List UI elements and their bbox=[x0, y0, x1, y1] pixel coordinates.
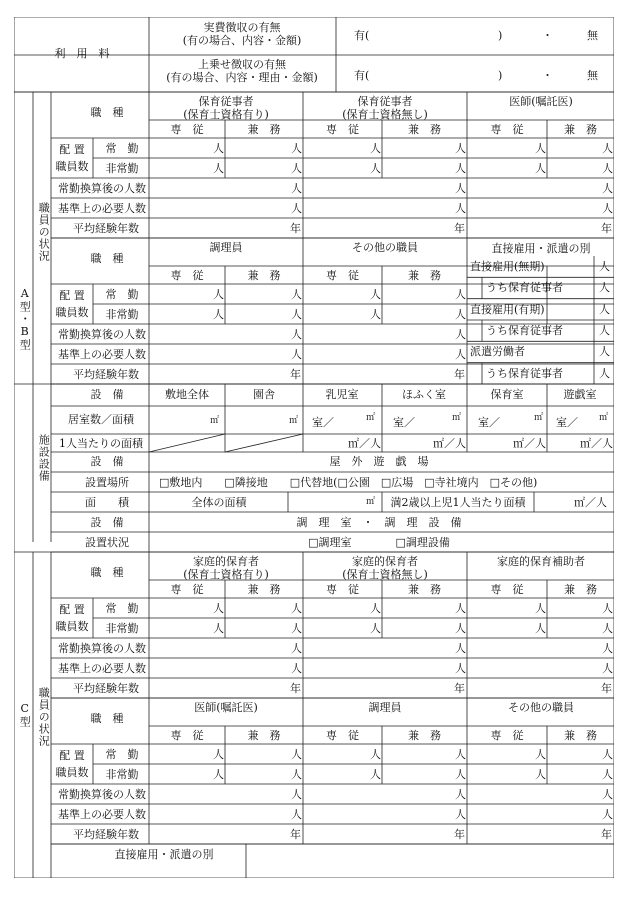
facility-equip-label-3: 設 備 bbox=[90, 516, 124, 529]
ab1-full-time-0: 専 従 bbox=[170, 123, 204, 136]
surcharge-label: 上乗せ徴収の有無 (有の場合、内容・理由・金額) bbox=[166, 58, 318, 85]
c2-job-2: その他の職員 bbox=[508, 701, 574, 714]
c2-part-duty-1: 兼 務 bbox=[408, 729, 441, 742]
pp-unit-1: ㎡／人 bbox=[433, 437, 466, 450]
c1-unit-0-2: 人 bbox=[370, 602, 381, 615]
site-m2: ㎡ bbox=[210, 416, 220, 426]
fee-close-0: ) bbox=[498, 29, 503, 42]
ab1-tot-unit-1-1: 人 bbox=[455, 202, 466, 215]
c2-year-unit-0: 年 bbox=[290, 828, 301, 841]
c1-full-time-1: 専 従 bbox=[326, 583, 359, 596]
ab1-unit-1-3: 人 bbox=[455, 162, 466, 175]
employ-row-0: 直接雇用(無期) bbox=[470, 260, 545, 273]
c2-tot-unit-0-0: 人 bbox=[291, 788, 302, 801]
employ-row-2: 直接雇用(有期) bbox=[470, 302, 545, 316]
c2-part-duty-0: 兼 務 bbox=[247, 729, 281, 742]
c1-nonregular-label: 非常勤 bbox=[105, 622, 139, 635]
employ-unit-5: 人 bbox=[599, 366, 610, 380]
room-5: 遊戯室 bbox=[563, 388, 597, 401]
c2-year-unit-2: 年 bbox=[601, 828, 612, 841]
ab1-part-duty-1: 兼 務 bbox=[408, 123, 441, 136]
grid-line bbox=[225, 434, 303, 452]
fee-dot-0: ・ bbox=[542, 29, 553, 42]
ab2-tot-unit-0-0: 人 bbox=[291, 328, 302, 341]
ab1-regular-label: 常 勤 bbox=[105, 142, 139, 155]
actual-cost-label: 実費徴収の有無 (有の場合、内容・金額) bbox=[182, 21, 302, 48]
pp-unit-0: ㎡／人 bbox=[348, 437, 381, 450]
c1-full-time-2: 専 従 bbox=[490, 583, 524, 596]
c1-full-time-0: 専 従 bbox=[170, 583, 204, 596]
c1-unit-0-5: 人 bbox=[602, 602, 613, 615]
c2-required-label: 基準上の必要人数 bbox=[58, 808, 146, 821]
c2-unit-0-4: 人 bbox=[535, 748, 546, 761]
c2-unit-1-2: 人 bbox=[370, 768, 381, 781]
c1-tot-unit-1-1: 人 bbox=[455, 662, 466, 675]
over2-unit: ㎡／人 bbox=[574, 496, 607, 509]
c1-part-duty-1: 兼 務 bbox=[408, 583, 441, 596]
ab1-unit-0-2: 人 bbox=[370, 142, 381, 155]
ab2-tot-unit-1-1: 人 bbox=[455, 348, 466, 361]
install-status-label: 設置状況 bbox=[85, 536, 129, 549]
per-person-area-label: 1人当たりの面積 bbox=[59, 437, 143, 450]
ab2-unit-1-3: 人 bbox=[455, 308, 466, 321]
ab1-unit-0-5: 人 bbox=[602, 142, 613, 155]
pp-unit-3: ㎡／人 bbox=[580, 437, 613, 450]
c1-unit-0-0: 人 bbox=[213, 602, 224, 615]
c1-unit-1-0: 人 bbox=[213, 622, 224, 635]
ab1-year-unit-0: 年 bbox=[290, 222, 301, 235]
c2-fte-label: 常勤換算後の人数 bbox=[58, 788, 146, 801]
c2-avg-years-label: 平均経験年数 bbox=[73, 828, 139, 841]
ab2-unit-0-2: 人 bbox=[370, 288, 381, 301]
ab2-fte-label: 常勤換算後の人数 bbox=[58, 328, 146, 341]
c1-year-unit-0: 年 bbox=[290, 682, 301, 695]
fee-close-1: ) bbox=[498, 69, 503, 82]
ab2-unit-1-1: 人 bbox=[291, 308, 302, 321]
c2-unit-0-0: 人 bbox=[213, 748, 224, 761]
c1-year-unit-2: 年 bbox=[601, 682, 612, 695]
facility-equip-label-2: 設 備 bbox=[90, 455, 124, 468]
ab2-required-label: 基準上の必要人数 bbox=[58, 348, 146, 361]
c1-unit-0-3: 人 bbox=[455, 602, 466, 615]
c2-tot-unit-1-2: 人 bbox=[602, 808, 613, 821]
c1-unit-1-3: 人 bbox=[455, 622, 466, 635]
ab1-job-type-label: 職 種 bbox=[90, 106, 124, 119]
c2-unit-0-5: 人 bbox=[602, 748, 613, 761]
ab1-unit-0-1: 人 bbox=[291, 142, 302, 155]
c2-unit-0-1: 人 bbox=[291, 748, 302, 761]
grid-line bbox=[149, 434, 225, 452]
c2-job-type-label: 職 種 bbox=[90, 712, 124, 725]
room-unit-1: 室／ bbox=[393, 416, 415, 429]
ab1-full-time-1: 専 従 bbox=[326, 123, 359, 136]
ab-staff-status-label: 職員の状況 bbox=[37, 202, 51, 262]
c1-unit-1-5: 人 bbox=[602, 622, 613, 635]
c1-job-1: 家庭的保育者 (保育士資格無し) bbox=[342, 555, 428, 582]
ab1-unit-1-0: 人 bbox=[213, 162, 224, 175]
ab2-regular-label: 常 勤 bbox=[105, 288, 139, 301]
c1-unit-1-4: 人 bbox=[535, 622, 546, 635]
ab2-nonregular-label: 非常勤 bbox=[105, 308, 139, 321]
c1-job-2: 家庭的保育補助者 bbox=[497, 555, 585, 568]
room-unit-2: 室／ bbox=[478, 416, 500, 429]
kitchen-label: 調 理 室 ・ 調 理 設 備 bbox=[296, 516, 462, 529]
c2-tot-unit-0-2: 人 bbox=[602, 788, 613, 801]
facility-equip-label: 設 備 bbox=[90, 388, 124, 401]
fee-yes-1: 有( bbox=[354, 69, 370, 82]
ab1-tot-unit-0-1: 人 bbox=[455, 182, 466, 195]
ab2-unit-1-2: 人 bbox=[370, 308, 381, 321]
employ-unit-0: 人 bbox=[599, 260, 610, 273]
employ-unit-2: 人 bbox=[599, 302, 610, 316]
room-3: ほふく室 bbox=[402, 388, 446, 401]
ab1-unit-1-4: 人 bbox=[535, 162, 546, 175]
c2-job-0: 医師(嘱託医) bbox=[194, 701, 258, 714]
facility-report-form bbox=[14, 17, 614, 878]
c1-tot-unit-1-2: 人 bbox=[602, 662, 613, 675]
c2-tot-unit-1-1: 人 bbox=[455, 808, 466, 821]
ab1-job-2: 医師(嘱託医) bbox=[509, 95, 573, 108]
c2-full-time-0: 専 従 bbox=[170, 729, 204, 742]
c1-avg-years-label: 平均経験年数 bbox=[73, 682, 139, 695]
ab2-unit-0-1: 人 bbox=[291, 288, 302, 301]
ab1-required-label: 基準上の必要人数 bbox=[58, 202, 146, 215]
ab1-unit-1-2: 人 bbox=[370, 162, 381, 175]
c2-regular-label: 常 勤 bbox=[105, 748, 139, 761]
ab2-unit-1-0: 人 bbox=[213, 308, 224, 321]
location-label: 設置場所 bbox=[85, 476, 129, 489]
employ-row-5: うち保育従事者 bbox=[486, 366, 563, 380]
c2-unit-1-1: 人 bbox=[291, 768, 302, 781]
ab2-year-unit-0: 年 bbox=[290, 368, 301, 381]
ab2-year-unit-1: 年 bbox=[454, 368, 465, 381]
ab2-tot-unit-1-0: 人 bbox=[291, 348, 302, 361]
c2-tot-unit-0-1: 人 bbox=[455, 788, 466, 801]
c2-unit-1-0: 人 bbox=[213, 768, 224, 781]
room-unit-0: 室／ bbox=[312, 416, 334, 429]
ab2-full-time-0: 専 従 bbox=[170, 269, 204, 282]
room-m2-2: ㎡ bbox=[534, 413, 544, 423]
ab1-unit-0-3: 人 bbox=[455, 142, 466, 155]
ab2-tot-unit-0-1: 人 bbox=[455, 328, 466, 341]
c-type-label: C型 bbox=[18, 702, 32, 728]
ab2-unit-0-0: 人 bbox=[213, 288, 224, 301]
c1-tot-unit-0-1: 人 bbox=[455, 642, 466, 655]
ab2-avg-years-label: 平均経験年数 bbox=[73, 368, 139, 381]
ab1-year-unit-2: 年 bbox=[601, 222, 612, 235]
area-label: 面 積 bbox=[85, 496, 129, 509]
fee-no-0: 無 bbox=[587, 29, 598, 42]
ab2-unit-0-3: 人 bbox=[455, 288, 466, 301]
ab1-fte-label: 常勤換算後の人数 bbox=[58, 182, 146, 195]
room-4: 保育室 bbox=[490, 388, 524, 401]
ab2-job-1: その他の職員 bbox=[352, 241, 418, 254]
ab1-job-1: 保育従事者 (保育士資格無し) bbox=[342, 95, 428, 122]
fee-dot-1: ・ bbox=[542, 69, 553, 82]
c2-nonregular-label: 非常勤 bbox=[105, 768, 139, 781]
c2-full-time-2: 専 従 bbox=[490, 729, 524, 742]
ab2-job-type-label: 職 種 bbox=[90, 252, 124, 265]
ab2-assign-count-label: 配 置 職員数 bbox=[55, 289, 89, 319]
fee-yes-0: 有( bbox=[354, 29, 370, 42]
ab1-full-time-2: 専 従 bbox=[490, 123, 524, 136]
ab2-employ-header: 直接雇用・派遣の別 bbox=[491, 242, 591, 255]
employ-unit-1: 人 bbox=[599, 281, 610, 295]
ab1-avg-years-label: 平均経験年数 bbox=[73, 222, 139, 235]
c1-tot-unit-0-0: 人 bbox=[291, 642, 302, 655]
ab1-job-0: 保育従事者 (保育士資格有り) bbox=[183, 95, 269, 122]
ab1-unit-0-0: 人 bbox=[213, 142, 224, 155]
c2-full-time-1: 専 従 bbox=[326, 729, 359, 742]
room-unit-3: 室／ bbox=[556, 416, 578, 429]
c1-required-label: 基準上の必要人数 bbox=[58, 662, 146, 675]
ab1-tot-unit-0-0: 人 bbox=[291, 182, 302, 195]
bldg-m2: ㎡ bbox=[289, 416, 299, 426]
c2-part-duty-2: 兼 務 bbox=[564, 729, 597, 742]
c1-tot-unit-1-0: 人 bbox=[291, 662, 302, 675]
c2-job-1: 調理員 bbox=[368, 701, 402, 714]
employ-row-1: うち保育従事者 bbox=[486, 281, 563, 295]
c1-fte-label: 常勤換算後の人数 bbox=[58, 642, 146, 655]
c1-unit-1-1: 人 bbox=[291, 622, 302, 635]
c2-unit-1-3: 人 bbox=[455, 768, 466, 781]
ab1-unit-1-5: 人 bbox=[602, 162, 613, 175]
ab2-part-duty-1: 兼 務 bbox=[408, 269, 441, 282]
employ-unit-4: 人 bbox=[599, 345, 610, 359]
c1-regular-label: 常 勤 bbox=[105, 602, 139, 615]
ab2-full-time-1: 専 従 bbox=[326, 269, 359, 282]
c-staff-status-label: 職員の状況 bbox=[37, 687, 51, 747]
c1-job-type-label: 職 種 bbox=[90, 566, 124, 579]
location-options: □敷地内 □隣接地 □代替地(□公園 □広場 □寺社境内 □その他) bbox=[159, 476, 538, 489]
rooms-area-label: 居室数／面積 bbox=[68, 413, 134, 426]
c2-tot-unit-1-0: 人 bbox=[291, 808, 302, 821]
room-m2-1: ㎡ bbox=[452, 413, 462, 423]
c2-unit-1-4: 人 bbox=[535, 768, 546, 781]
ab1-part-duty-2: 兼 務 bbox=[564, 123, 597, 136]
ab-type-label: A型・B型 bbox=[18, 287, 32, 351]
ab1-tot-unit-1-0: 人 bbox=[291, 202, 302, 215]
c2-unit-1-5: 人 bbox=[602, 768, 613, 781]
c1-assign-count-label: 配 置 職員数 bbox=[55, 603, 89, 633]
room-0: 敷地全体 bbox=[165, 388, 209, 401]
fee-no-1: 無 bbox=[587, 69, 598, 82]
kitchen-options: □調理室 □調理設備 bbox=[308, 536, 450, 549]
c-employ-label: 直接雇用・派遣の別 bbox=[114, 848, 214, 861]
ab1-unit-0-4: 人 bbox=[535, 142, 546, 155]
c2-year-unit-1: 年 bbox=[454, 828, 465, 841]
pp-unit-2: ㎡／人 bbox=[513, 437, 546, 450]
ab1-tot-unit-1-2: 人 bbox=[602, 202, 613, 215]
ab1-assign-count-label: 配 置 職員数 bbox=[55, 143, 89, 173]
facility-side-label: 施設設備 bbox=[37, 434, 51, 482]
c1-unit-0-4: 人 bbox=[535, 602, 546, 615]
ab1-year-unit-1: 年 bbox=[454, 222, 465, 235]
c1-tot-unit-0-2: 人 bbox=[602, 642, 613, 655]
employ-row-3: うち保育従事者 bbox=[486, 324, 563, 337]
total-area-label: 全体の面積 bbox=[191, 496, 247, 509]
ab1-part-duty-0: 兼 務 bbox=[247, 123, 281, 136]
ab2-job-0: 調理員 bbox=[209, 241, 243, 254]
c1-job-0: 家庭的保育者 (保育士資格有り) bbox=[183, 555, 269, 582]
employ-unit-3: 人 bbox=[599, 324, 610, 337]
total-area-m2: ㎡ bbox=[366, 497, 376, 507]
ab2-part-duty-0: 兼 務 bbox=[247, 269, 281, 282]
c1-year-unit-1: 年 bbox=[454, 682, 465, 695]
ab1-nonregular-label: 非常勤 bbox=[105, 162, 139, 175]
c2-unit-0-3: 人 bbox=[455, 748, 466, 761]
fee-label: 利 用 料 bbox=[54, 47, 110, 60]
room-m2-3: ㎡ bbox=[599, 413, 609, 423]
c1-unit-0-1: 人 bbox=[291, 602, 302, 615]
c1-part-duty-2: 兼 務 bbox=[564, 583, 597, 596]
room-1: 園舎 bbox=[253, 388, 275, 401]
ab1-tot-unit-0-2: 人 bbox=[602, 182, 613, 195]
c2-assign-count-label: 配 置 職員数 bbox=[55, 749, 89, 779]
c1-part-duty-0: 兼 務 bbox=[247, 583, 281, 596]
outdoor-label: 屋 外 遊 戯 場 bbox=[329, 455, 429, 468]
room-m2-0: ㎡ bbox=[366, 413, 376, 423]
ab1-unit-1-1: 人 bbox=[291, 162, 302, 175]
c2-unit-0-2: 人 bbox=[370, 748, 381, 761]
over2-label: 満2歳以上児1人当たり面積 bbox=[390, 496, 526, 509]
room-2: 乳児室 bbox=[325, 388, 359, 401]
employ-row-4: 派遣労働者 bbox=[470, 345, 525, 359]
c1-unit-1-2: 人 bbox=[370, 622, 381, 635]
